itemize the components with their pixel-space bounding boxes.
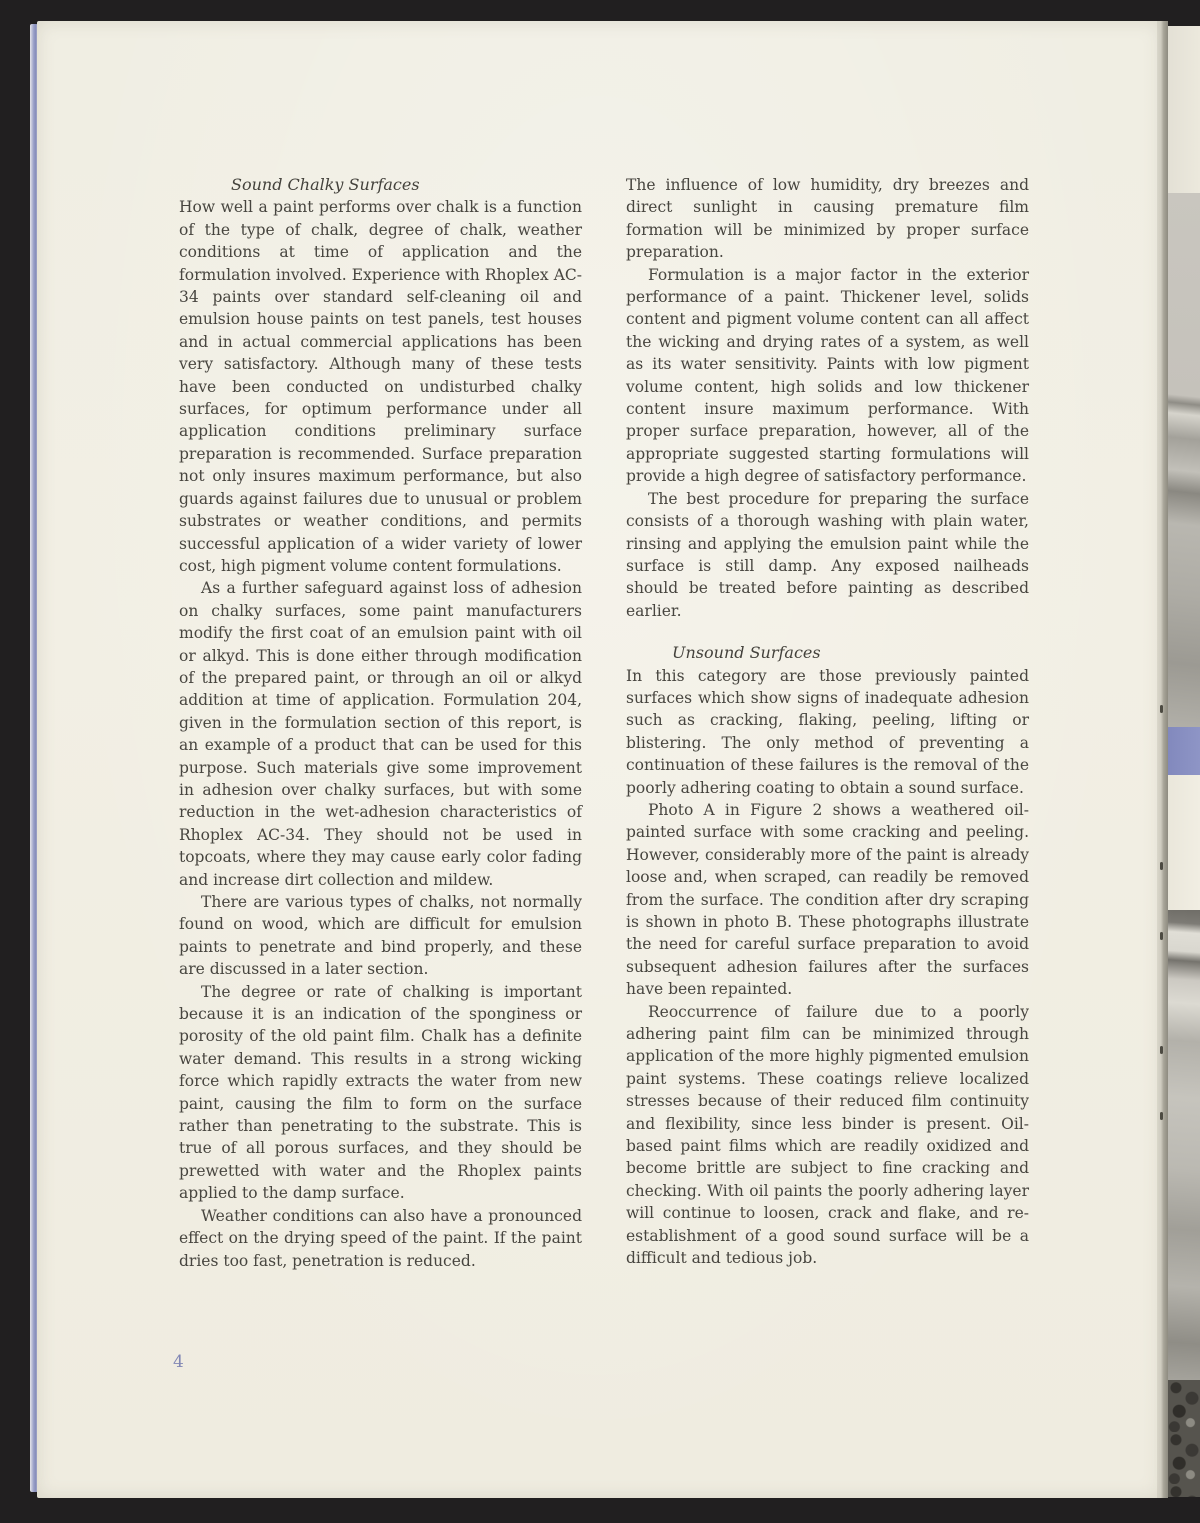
section-heading-sound-chalky-surfaces: Sound Chalky Surfaces [231, 175, 420, 194]
body-paragraph: In this category are those previously painted surfaces which show signs of inadequate adhesion such as cracking, flaking, peeling, lifting or blistering. The only method of preventing a continuation of these failures is the removal of the poorly adhering coating to obtain a sound surface. [626, 666, 1029, 797]
body-paragraph: Reoccurrence of failure due to a poorly adhering paint film can be minimized through application of the more highly pigmented emulsion paint systems. These coatings relieve localized stresses because of their reduced film continuity and flexibility, since less binder is present. Oil-based paint films which are readily oxidized and become brittle are subject to fine cracking and checking. With oil paints the poorly adhering layer will continue to loosen, crack and flake, and re-establishment of a good sound surface will be a difficult and tedious job. [626, 1002, 1029, 1268]
body-paragraph: The degree or rate of chalking is important because it is an indication of the sponginess or porosity of the old paint film. Chalk has a definite water demand. This results in a strong wicking force which rapidly extracts the water from new paint, causing the film to form on the surface rather than penetrating to the substrate. This is true of all porous surfaces, and they should be prewetted with water and the Rhoplex paints applied to the damp surface. [179, 982, 582, 1203]
binding-stitch [1160, 705, 1163, 713]
binding-stitch [1160, 932, 1163, 940]
document-page [37, 21, 1161, 1498]
next-page-color-band [1168, 727, 1200, 775]
body-paragraph: Formulation is a major factor in the exterior performance of a paint. Thickener level, solids content and pigment volume content can all affect the wicking and drying rates of a system, as well as its water sensitivity. Paints with low pigment volume content, high solids and low thickener content insure maximum performance. With proper surface preparation, however, all of the appropriate suggested starting formulations will provide a high degree of satisfactory performance. [626, 265, 1029, 486]
left-column [179, 174, 582, 1272]
next-page-sliver [1168, 26, 1200, 1497]
text-columns [179, 174, 1029, 1272]
body-paragraph: There are various types of chalks, not normally found on wood, which are difficult for emulsion paints to penetrate and bind properly, and these are discussed in a later section. [179, 893, 582, 979]
binding-gutter [1157, 21, 1168, 1498]
body-paragraph: Weather conditions can also have a pronounced effect on the drying speed of the paint. If the paint dries too fast, penetration is reduced. [179, 1206, 582, 1270]
next-page-photo-stone-sliver [1168, 1380, 1200, 1497]
body-paragraph: The influence of low humidity, dry breezes and direct sunlight in causing premature film formation will be minimized by proper surface preparation. [626, 176, 1029, 262]
binding-stitch [1160, 862, 1163, 870]
next-page-photo-b-sliver [1168, 910, 1200, 1380]
next-page-paper-gap [1168, 775, 1200, 910]
body-paragraph: The best procedure for preparing the surface consists of a thorough washing with plain water, rinsing and applying the emulsion paint while the surface is still damp. Any exposed nailheads should be treated before painting as described earlier. [626, 489, 1029, 620]
next-page-photo-a-sliver [1168, 193, 1200, 727]
page-number: 4 [173, 1352, 184, 1372]
body-paragraph: As a further safeguard against loss of adhesion on chalky surfaces, some paint manufacturers modify the first coat of an emulsion paint with oil or alkyd. This is done either through modification of the prepared paint, or through an oil or alkyd addition at time of application. Formulation 204, given in the formulation section of this report, is an example of a product that can be used for this purpose. Such materials give some improvement in adhesion over chalky surfaces, but with some reduction in the wet-adhesion characteristics of Rhoplex AC-34. They should not be used in topcoats, where they may cause early color fading and increase dirt collection and mildew. [179, 579, 582, 889]
right-column [626, 174, 1029, 1272]
binding-stitch [1160, 1112, 1163, 1120]
body-paragraph: How well a paint performs over chalk is a function of the type of chalk, degree of chalk, weather conditions at time of application and the formulation involved. Experience with Rhoplex AC-34 paints over standard self-cleaning oil and emulsion house paints on test panels, test houses and in actual commercial applications has been very satisfactory. Although many of these tests have been conducted on undisturbed chalky surfaces, for optimum performance under all application conditions preliminary surface preparation is recommended. Surface preparation not only insures maximum performance, but also guards against failures due to unusual or problem substrates or weather conditions, and permits successful application of a wider variety of lower cost, high pigment volume content formulations. [179, 198, 582, 575]
body-paragraph: Photo A in Figure 2 shows a weathered oil-painted surface with some cracking and peeling. However, considerably more of the paint is already loose and, when scraped, can readily be removed from the surface. The condition after dry scraping is shown in photo B. These photographs illustrate the need for careful surface preparation to avoid subsequent adhesion failures after the surfaces have been repainted. [626, 800, 1029, 999]
next-page-paper-edge [1168, 26, 1200, 193]
binding-stitch [1160, 1046, 1163, 1054]
section-heading-unsound-surfaces: Unsound Surfaces [672, 643, 821, 663]
